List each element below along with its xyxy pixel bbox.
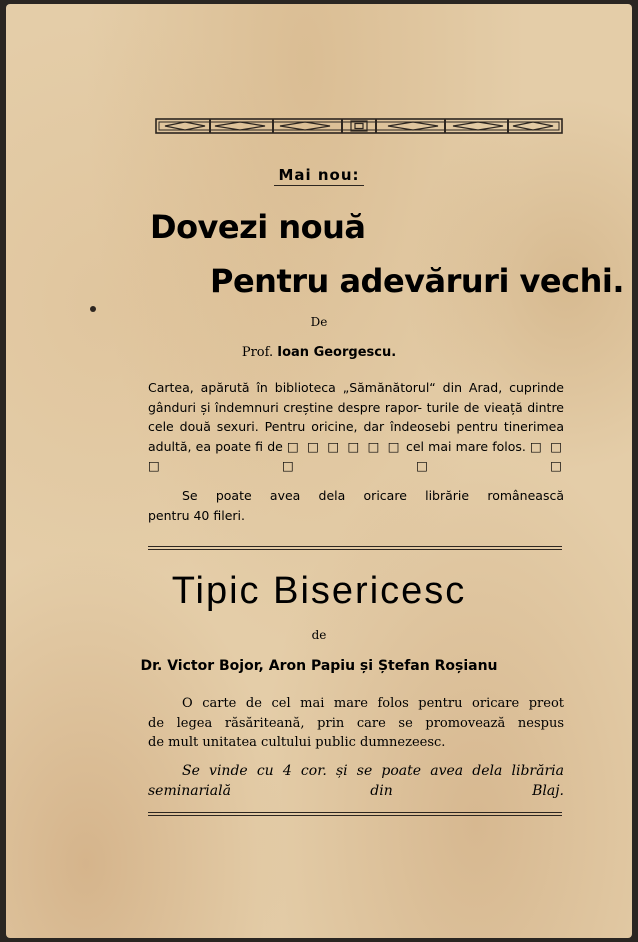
book2-sale-info: [148, 762, 564, 801]
decorative-border-ornament: [155, 116, 563, 136]
description-emphasis: cel mai mare folos.: [405, 438, 526, 454]
book-title-line1: Dovezi nouă: [150, 208, 366, 246]
description-line: turile de vieață dintre cele două sexuri. Pentru oricine,: [148, 399, 564, 434]
bottom-divider: [148, 812, 562, 818]
section-divider: [148, 546, 562, 552]
description-line: dar îndeosebi pentru tinerimea adultă, ea poate fi de: [148, 419, 564, 454]
by-label-2: de: [311, 628, 327, 642]
book2-description-line1: O carte de cel mai mare folos pentru oricare preot: [182, 696, 564, 711]
book2-description-line3: de mult unitatea cultului public dumnezeesc.: [148, 735, 446, 750]
availability-line2: pentru 40 fileri.: [148, 507, 245, 523]
new-release-label: Mai nou:: [0, 166, 638, 184]
book-title-line2: Pentru adevăruri vechi.: [210, 262, 624, 300]
book2-description-line2: de legea răsăriteană, prin care se promovează nespus: [148, 715, 564, 731]
availability-line1: Se poate avea dela oricare librărie românească: [182, 488, 564, 503]
ornament-boxes-left: □ □ □ □ □ □: [287, 438, 402, 454]
by-label: De: [310, 315, 328, 329]
book2-description: [148, 694, 564, 753]
book2-authors: Dr. Victor Bojor, Aron Papiu și Ștefan Roșianu: [140, 658, 498, 674]
book2-sale-line2: librăria seminarială din Blaj.: [148, 763, 564, 799]
author-prefix: Prof.: [241, 345, 274, 360]
author-name: Ioan Georgescu.: [277, 345, 397, 360]
description-line: Cartea, apărută în biblioteca „Sămănătorul“ din Arad,: [148, 380, 503, 395]
ink-spot: [90, 306, 96, 312]
description-line: cuprinde gânduri și îndemnuri creștine despre rapor-: [148, 380, 564, 415]
book-description: [148, 378, 564, 476]
author-line: [0, 345, 638, 360]
ornament-boxes-right: □ □ □ □ □ □: [148, 438, 564, 473]
availability-text: [148, 486, 564, 525]
book2-sale-line1: Se vinde cu 4 cor. și se poate avea dela: [182, 763, 503, 779]
book2-title: Tipic Bisericesc: [171, 570, 467, 612]
